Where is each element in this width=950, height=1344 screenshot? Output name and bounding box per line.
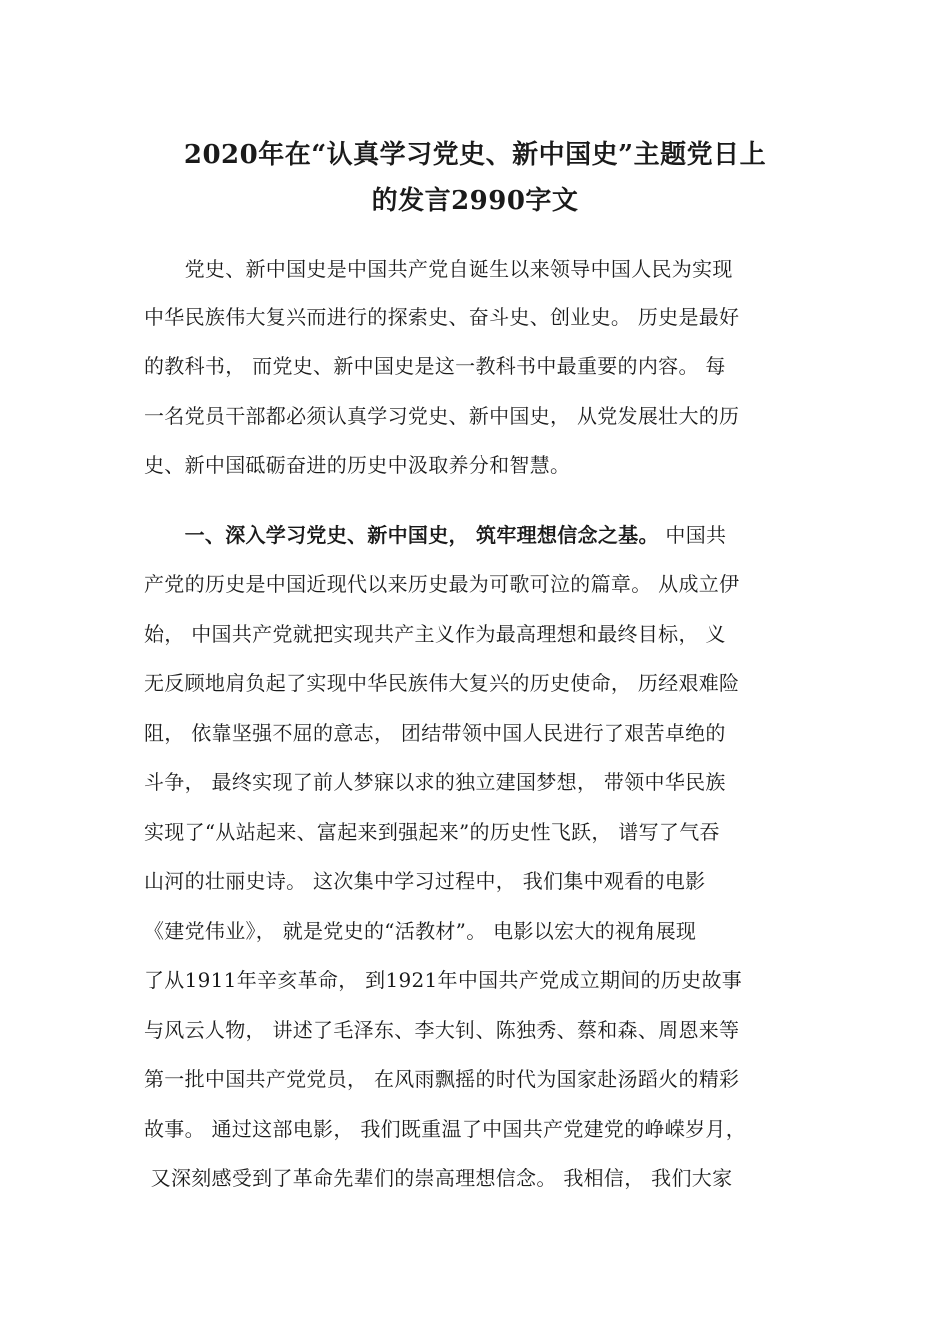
paragraph-2-line-9: 《建党伟业》， 就是党史的“活教材”。 电影以宏大的视角展现: [144, 919, 697, 943]
paragraph-2-line-7: 实现了“从站起来、富起来到强起来”的历史性飞跃， 谱写了气吞: [144, 820, 720, 844]
paragraph-2-line-12: 第一批中国共产党党员， 在风雨飘摇的时代为国家赴汤蹈火的精彩: [144, 1067, 740, 1091]
section-heading: 一、深入学习党史、新中国史， 筑牢理想信念之基。: [144, 523, 659, 547]
document-title: [100, 132, 850, 224]
paragraph-2-line-10: 了从1911年辛亥革命， 到1921年中国共产党成立期间的历史故事: [144, 968, 743, 992]
paragraph-2-line-3: 始， 中国共产党就把实现共产主义作为最高理想和最终目标， 义: [144, 622, 726, 646]
paragraph-2-line-1: [144, 521, 726, 549]
title-line-2: 的发言2990字文: [371, 186, 579, 216]
paragraph-2-line-5: 阻， 依靠坚强不屈的意志， 团结带领中国人民进行了艰苦卓绝的: [144, 721, 726, 745]
paragraph-1-line-2: 中华民族伟大复兴而进行的探索史、奋斗史、创业史。 历史是最好: [144, 305, 740, 329]
title-line-1: 2020年在“认真学习党史、新中国史”主题党日上: [183, 140, 767, 170]
paragraph-2-line-4: 无反顾地肩负起了实现中华民族伟大复兴的历史使命， 历经艰难险: [144, 671, 740, 695]
paragraph-2-line-13: 故事。 通过这部电影， 我们既重温了中国共产党建党的峥嵘岁月，: [144, 1117, 747, 1141]
paragraph-2-line-2: 产党的历史是中国近现代以来历史最为可歌可泣的篇章。 从成立伊: [144, 572, 740, 596]
paragraph-2-line-6: 斗争， 最终实现了前人梦寐以求的独立建国梦想， 带领中华民族: [144, 770, 726, 794]
paragraph-2-line-11: 与风云人物， 讲述了毛泽东、李大钊、陈独秀、蔡和森、周恩来等: [144, 1018, 740, 1042]
paragraph-1-line-4: 一名党员干部都必须认真学习党史、新中国史， 从党发展壮大的历: [144, 404, 740, 428]
paragraph-1-line-5: 史、新中国砥砺奋进的历史中汲取养分和智慧。: [144, 453, 571, 477]
paragraph-2-line-1-text: 中国共: [658, 523, 727, 547]
paragraph-1-line-3: 的教科书， 而党史、新中国史是这一教科书中最重要的内容。 每: [144, 354, 726, 378]
paragraph-2-line-14: 又深刻感受到了革命先辈们的崇高理想信念。 我相信， 我们大家: [144, 1166, 733, 1190]
paragraph-1-line-1: 党史、新中国史是中国共产党自诞生以来领导中国人民为实现: [144, 257, 733, 281]
paragraph-2-line-8: 山河的壮丽史诗。 这次集中学习过程中， 我们集中观看的电影: [144, 869, 706, 893]
